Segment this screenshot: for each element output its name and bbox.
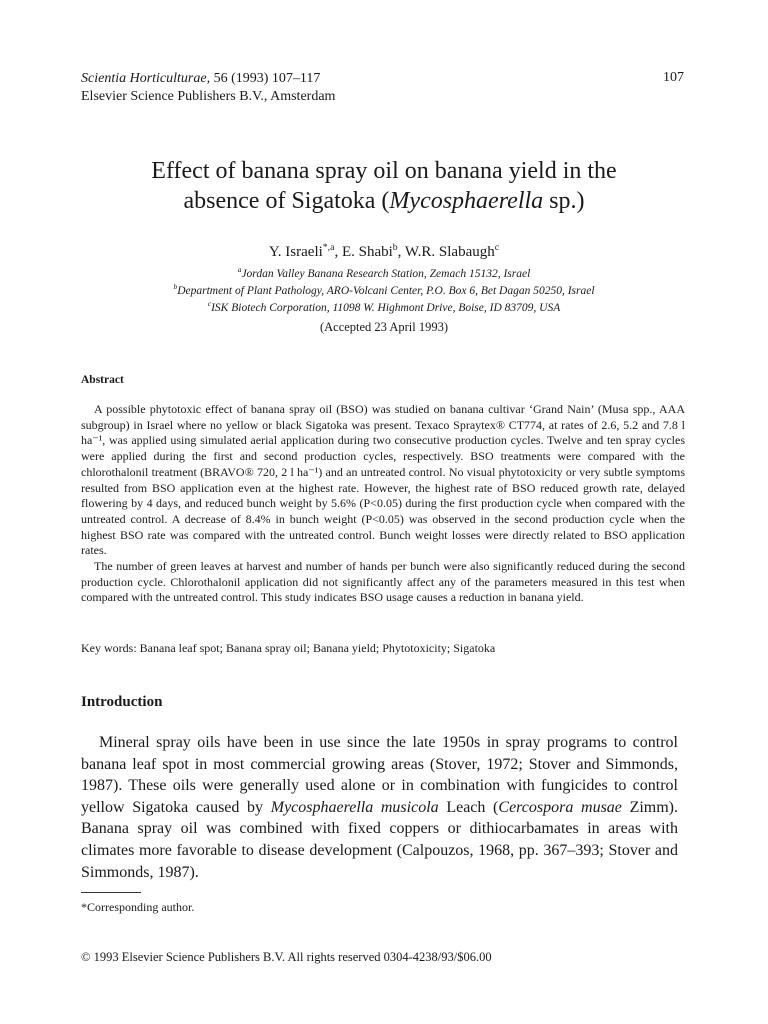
publisher-line: Elsevier Science Publishers B.V., Amsterdam [81,89,336,104]
paper-title [60,156,708,216]
abstract-heading: Abstract [81,374,124,386]
accepted-date: (Accepted 23 April 1993) [319,320,449,334]
affiliation-text: Jordan Valley Banana Research Station, Zemach 15132, Israel [241,268,531,280]
author-3: , W.R. Slabaugh [397,244,495,260]
author-list [0,244,768,261]
abstract-body [81,402,685,606]
affiliation-a [0,266,768,283]
affiliation-text: ISK Biotech Corporation, 11098 W. Highmont Drive, Boise, ID 83709, USA [211,302,561,314]
affiliation-mark: b [173,282,178,292]
affiliation-mark: c [207,299,212,309]
author-1-marks: *,a [322,242,335,253]
introduction-paragraph [81,732,678,883]
page-number: 107 [663,70,684,85]
title-part-1: Effect of banana spray oil on banana yield in the [151,158,617,184]
intro-species-2: Cercospora musae [498,798,622,816]
journal-volume: 56 (1993) 107–117 [210,71,321,86]
title-italic: Mycosphaerella [389,188,544,214]
intro-text-2: Leach ( [438,798,499,816]
intro-text-3: Zimm). Banana spray oil was combined with fixed coppers or dithiocarbamates in areas with climates more favorable to disease development (Calpouzos, 1968, pp. 367–393; Stover and Simmonds, 1987). [81,798,679,881]
journal-header [81,70,335,106]
journal-citation [81,70,335,88]
intro-text-1: Mineral spray oils have been in use since the late 1950s in spray programs to control banana leaf spot in most commercial growing areas (Stover, 1972; Stover and Simmonds, 1987). These oils were generally used alone or in combination with fungicides to control yellow Sigatoka caused by [81,734,678,816]
introduction-body [81,732,678,883]
affiliation-mark: a [237,265,242,275]
author-2: , E. Shabi [334,244,393,260]
author-1: Y. Israeli [268,244,323,260]
author-3-marks: c [494,242,500,253]
title-part-3: sp.) [543,188,585,214]
affiliation-b [0,283,768,300]
journal-name: Scientia Horticulturae, [81,71,211,86]
introduction-heading: Introduction [81,694,163,710]
affiliation-text: Department of Plant Pathology, ARO-Volcani Center, P.O. Box 6, Bet Dagan 50250, Israel [177,285,595,297]
footnote-divider [81,892,141,893]
title-part-2: absence of Sigatoka ( [183,188,390,214]
affiliation-c [0,300,768,317]
abstract-paragraph-1: A possible phytotoxic effect of banana spray oil (BSO) was studied on banana cultivar ‘Grand Nain’ (Musa spp., AAA subgroup) in Israel where no yellow or black Sigatoka was present. Texaco Spraytex® CT774, at rates of 2.6, 5.2 and 7.8 l ha⁻¹, was applied using simulated aerial application during two consecutive production cycles. Twelve and ten spray cycles were applied during the first and second production cycles, respectively. BSO treatments were compared with the chlorothalonil treatment (BRAVO® 720, 2 l ha⁻¹) and an untreated control. No visual phytotoxicity or very subtle symptoms resulted from BSO application even at the highest rate. However, the highest rate of BSO reduced growth rate, delayed flowering by 4 days, and reduced bunch weight by 5.6% (P<0.05) during the first production cycle when compared with the untreated control. A decrease of 8.4% in bunch weight (P<0.05) was observed in the second production cycle when the highest BSO rate was compared with the untreated control. Bunch weight losses were directly related to BSO application rates. [81,402,685,558]
keywords: Key words: Banana leaf spot; Banana spray oil; Banana yield; Phytotoxicity; Sigatoka [81,641,496,655]
abstract-paragraph-2: The number of green leaves at harvest and number of hands per bunch were also significantly reduced during the second production cycle. Chlorothalonil application did not significantly affect any of the parameters measured in this test when compared with the untreated control. This study indicates BSO usage causes a reduction in banana yield. [81,559,685,605]
affiliations [0,266,768,317]
intro-species-1: Mycosphaerella musicola [270,798,439,816]
author-2-marks: b [392,242,398,253]
copyright-line: © 1993 Elsevier Science Publishers B.V. All rights reserved 0304-4238/93/$06.00 [81,950,492,964]
footnote: *Corresponding author. [81,900,195,914]
